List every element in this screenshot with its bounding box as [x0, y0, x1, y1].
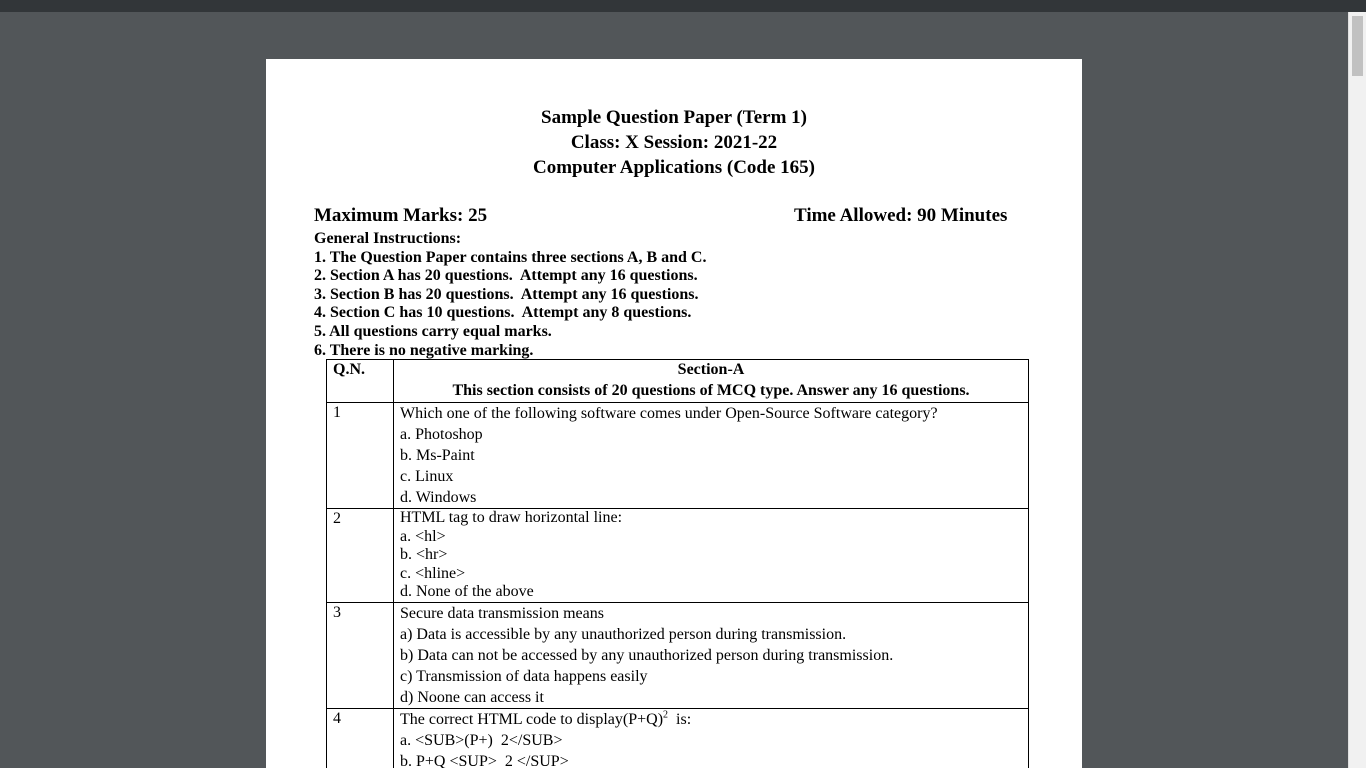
question-text-main: The correct HTML code to display(P+Q): [400, 710, 664, 728]
superscript: 2: [663, 709, 669, 721]
option: c. <hline>: [400, 564, 466, 582]
maximum-marks: Maximum Marks: 25: [314, 205, 488, 226]
paper-title: [266, 105, 1082, 180]
instructions-heading: General Instructions:: [314, 230, 462, 247]
section-title: Section-A: [677, 361, 745, 378]
instruction-item: 2. Section A has 20 questions. Attempt any 16 questions.: [314, 267, 698, 285]
question-number: 1: [333, 404, 341, 421]
option: b. <hr>: [400, 546, 448, 563]
table-row: [327, 708, 1029, 768]
table-row: [327, 509, 1029, 603]
question-number-cell: [327, 602, 394, 708]
question-text: Secure data transmission means: [400, 604, 604, 622]
option: a. <SUB>(P+) 2</SUB>: [400, 731, 563, 749]
option: b. Ms-Paint: [400, 447, 475, 464]
instruction-item: 6. There is no negative marking.: [314, 341, 534, 359]
option: c) Transmission of data happens easily: [400, 667, 648, 685]
vertical-scrollbar[interactable]: [1348, 12, 1366, 768]
option: d. Windows: [400, 489, 477, 506]
general-instructions: [314, 230, 706, 360]
title-line-2: Class: X Session: 2021-22: [570, 132, 778, 153]
question-cell: [394, 403, 1029, 509]
instruction-item: 4. Section C has 10 questions. Attempt any 8 questions.: [314, 304, 692, 322]
question-text: HTML tag to draw horizontal line:: [400, 509, 623, 526]
scrollbar-thumb[interactable]: [1352, 16, 1363, 76]
option: a. <hl>: [400, 527, 446, 545]
viewer-toolbar: [0, 0, 1366, 12]
option: b. P+Q <SUP> 2 </SUP>: [400, 752, 569, 768]
question-cell: [394, 509, 1029, 603]
instruction-item: 1. The Question Paper contains three sections A, B and C.: [314, 248, 707, 266]
section-description: This section consists of 20 questions of MCQ type. Answer any 16 questions.: [452, 382, 970, 399]
qn-header-cell: [327, 360, 394, 403]
option: d. None of the above: [400, 583, 534, 600]
option: b) Data can not be accessed by any unauthorized person during transmission.: [400, 646, 894, 664]
question-text: [400, 709, 1028, 730]
table-header-row: [327, 360, 1029, 403]
question-number-cell: [327, 509, 394, 603]
instruction-item: 5. All questions carry equal marks.: [314, 322, 552, 340]
qn-header: Q.N.: [333, 361, 365, 378]
section-header-cell: [394, 360, 1029, 403]
question-number-cell: [327, 403, 394, 509]
option: a) Data is accessible by any unauthorized person during transmission.: [400, 625, 847, 643]
question-number: 4: [333, 709, 341, 727]
question-number: 3: [333, 603, 341, 621]
question-number-cell: [327, 708, 394, 768]
question-text-end: is:: [668, 710, 692, 728]
table-row: [327, 403, 1029, 509]
option: d) Noone can access it: [400, 688, 544, 706]
question-table: [326, 359, 1029, 768]
time-allowed: Time Allowed: 90 Minutes: [794, 205, 1008, 226]
pdf-page: [266, 59, 1082, 768]
title-line-1: Sample Question Paper (Term 1): [541, 107, 807, 128]
title-line-3: Computer Applications (Code 165): [532, 157, 816, 178]
table-row: [327, 602, 1029, 708]
question-cell: [394, 602, 1029, 708]
question-text: Which one of the following software comes under Open-Source Software category?: [400, 405, 938, 422]
pdf-viewer[interactable]: [0, 12, 1349, 768]
question-number: 2: [333, 510, 341, 527]
instruction-item: 3. Section B has 20 questions. Attempt any 16 questions.: [314, 285, 699, 303]
option: c. Linux: [400, 468, 454, 485]
option: a. Photoshop: [400, 426, 483, 443]
question-cell: [394, 708, 1029, 768]
